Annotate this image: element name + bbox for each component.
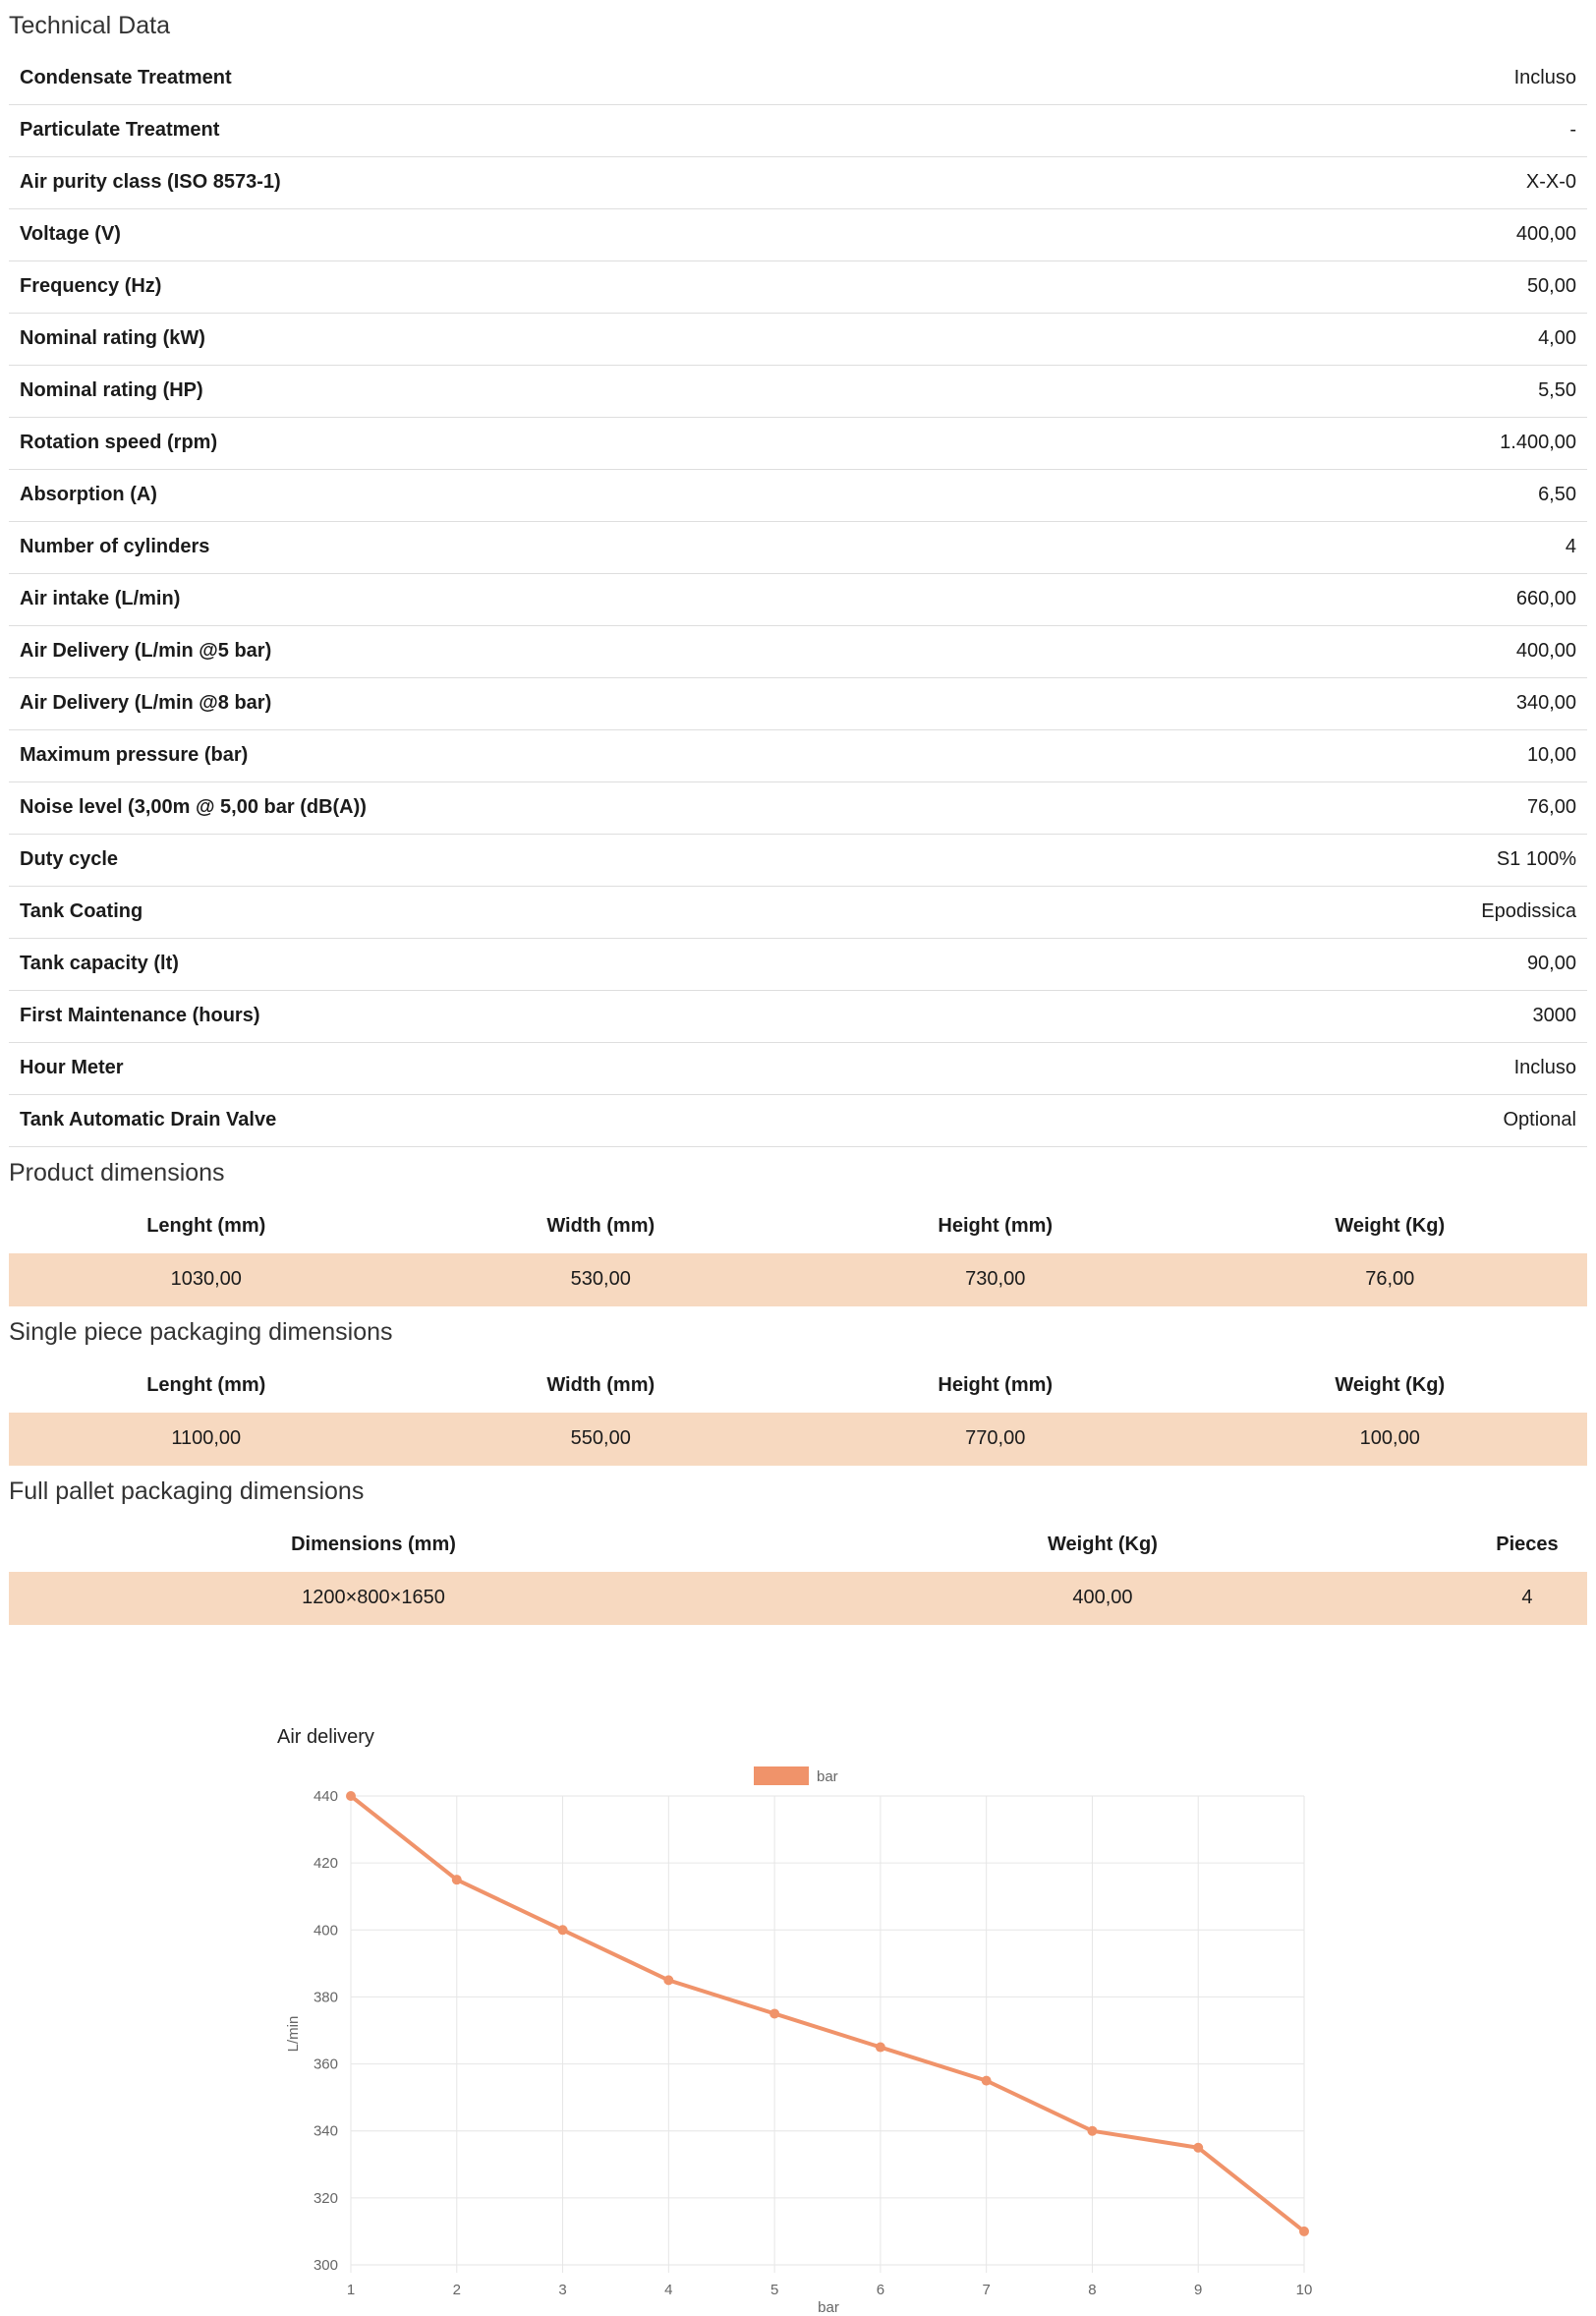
packaging-width-value: 550,00 xyxy=(404,1413,799,1466)
spec-row xyxy=(9,782,1587,834)
spec-label: Condensate Treatment xyxy=(20,66,232,88)
data-point[interactable] xyxy=(1299,2227,1309,2236)
pallet-weight-header: Weight (Kg) xyxy=(1048,1533,1158,1555)
spec-label: Air intake (L/min) xyxy=(20,588,181,609)
pallet-weight-value: 400,00 xyxy=(738,1572,1467,1625)
product-dimensions-table xyxy=(9,1199,1587,1306)
x-axis-label: bar xyxy=(818,2299,839,2316)
product-height-value: 730,00 xyxy=(798,1253,1193,1306)
spec-row xyxy=(9,834,1587,886)
spec-row xyxy=(9,990,1587,1042)
data-point[interactable] xyxy=(1087,2126,1097,2136)
spec-row xyxy=(9,625,1587,677)
x-tick-label: 6 xyxy=(876,2282,885,2298)
x-tick-label: 8 xyxy=(1088,2282,1097,2298)
y-axis-ticks xyxy=(314,1788,338,2274)
spec-row xyxy=(9,677,1587,729)
y-tick-label: 300 xyxy=(313,2257,338,2274)
y-tick-label: 320 xyxy=(313,2189,338,2207)
data-point[interactable] xyxy=(982,2076,992,2086)
product-height-header: Height (mm) xyxy=(938,1214,1054,1237)
spec-value: 4 xyxy=(1565,536,1576,557)
spec-row xyxy=(9,573,1587,625)
series-line-bar xyxy=(351,1796,1304,2231)
packaging-weight-value: 100,00 xyxy=(1193,1413,1588,1466)
spec-row xyxy=(9,417,1587,469)
spec-row xyxy=(9,938,1587,990)
spec-value: 50,00 xyxy=(1526,275,1576,297)
spec-row xyxy=(9,1042,1587,1094)
x-tick-label: 2 xyxy=(452,2282,461,2298)
chart-title: Air delivery xyxy=(277,1726,374,1748)
packaging-length-header: Lenght (mm) xyxy=(146,1373,266,1396)
spec-row xyxy=(9,156,1587,208)
data-point[interactable] xyxy=(558,1925,568,1935)
spec-value: 4,00 xyxy=(1538,327,1576,349)
x-tick-label: 7 xyxy=(982,2282,991,2298)
y-axis-label: L/min xyxy=(285,2015,302,2053)
product-dimensions-title: Product dimensions xyxy=(9,1158,225,1187)
spec-value: 660,00 xyxy=(1515,588,1576,609)
data-point[interactable] xyxy=(452,1875,462,1884)
product-width-header: Width (mm) xyxy=(546,1214,656,1237)
packaging-height-header: Height (mm) xyxy=(938,1373,1054,1396)
x-tick-label: 9 xyxy=(1194,2282,1203,2298)
spec-value: X-X-0 xyxy=(1525,171,1576,193)
legend-label[interactable]: bar xyxy=(817,1768,838,1785)
data-point[interactable] xyxy=(770,2008,779,2018)
spec-page xyxy=(9,0,1587,1625)
y-tick-label: 420 xyxy=(313,1855,338,1873)
spec-row xyxy=(9,313,1587,365)
spec-label: Tank Coating xyxy=(20,900,143,922)
spec-value: Optional xyxy=(1503,1109,1576,1130)
y-tick-label: 440 xyxy=(313,1788,338,1805)
spec-value: 340,00 xyxy=(1515,692,1576,714)
spec-value: 3000 xyxy=(1532,1005,1576,1026)
spec-row xyxy=(9,208,1587,261)
x-tick-label: 5 xyxy=(770,2282,779,2298)
data-point[interactable] xyxy=(346,1791,356,1801)
spec-label: Frequency (Hz) xyxy=(20,275,162,297)
spec-value: 90,00 xyxy=(1526,953,1576,974)
pallet-dimensions-value: 1200×800×1650 xyxy=(9,1572,738,1625)
product-weight-header: Weight (Kg) xyxy=(1335,1214,1446,1237)
product-width-value: 530,00 xyxy=(404,1253,799,1306)
y-tick-label: 340 xyxy=(313,2122,338,2140)
product-length-value: 1030,00 xyxy=(9,1253,404,1306)
product-weight-value: 76,00 xyxy=(1193,1253,1588,1306)
data-point[interactable] xyxy=(876,2043,885,2053)
spec-label: Rotation speed (rpm) xyxy=(20,432,218,453)
pallet-pieces-value: 4 xyxy=(1467,1572,1587,1625)
spec-label: Tank capacity (lt) xyxy=(20,953,179,974)
spec-value: S1 100% xyxy=(1496,848,1576,870)
spec-row xyxy=(9,104,1587,156)
packaging-dimensions-table xyxy=(9,1359,1587,1466)
spec-value: 400,00 xyxy=(1515,640,1576,662)
technical-data-title: Technical Data xyxy=(9,12,170,39)
legend-swatch[interactable] xyxy=(754,1766,809,1785)
spec-value: Incluso xyxy=(1513,1057,1576,1078)
packaging-width-header: Width (mm) xyxy=(546,1373,656,1396)
spec-row xyxy=(9,261,1587,313)
spec-label: Particulate Treatment xyxy=(20,119,220,141)
x-tick-label: 4 xyxy=(664,2282,673,2298)
spec-value: - xyxy=(1569,119,1576,141)
x-tick-label: 10 xyxy=(1295,2282,1313,2298)
spec-label: Number of cylinders xyxy=(20,536,210,557)
y-tick-label: 360 xyxy=(313,2055,338,2073)
x-tick-label: 3 xyxy=(558,2282,567,2298)
x-tick-label: 1 xyxy=(346,2282,356,2298)
spec-row xyxy=(9,886,1587,938)
spec-label: Absorption (A) xyxy=(20,484,157,505)
spec-row xyxy=(9,365,1587,417)
spec-label: Air purity class (ISO 8573-1) xyxy=(20,171,281,193)
spec-value: 6,50 xyxy=(1538,484,1576,505)
packaging-length-value: 1100,00 xyxy=(9,1413,404,1466)
data-point[interactable] xyxy=(663,1975,673,1985)
spec-label: Hour Meter xyxy=(20,1057,124,1078)
spec-row xyxy=(9,1094,1587,1146)
spec-value: 10,00 xyxy=(1526,744,1576,766)
spec-row xyxy=(9,729,1587,782)
spec-label: Duty cycle xyxy=(20,848,119,870)
air-delivery-chart xyxy=(0,1661,1596,2316)
spec-row xyxy=(9,469,1587,521)
spec-row xyxy=(9,521,1587,573)
technical-data-table xyxy=(9,52,1587,1147)
y-tick-label: 400 xyxy=(313,1922,338,1940)
spec-value: Incluso xyxy=(1513,66,1576,88)
pallet-pieces-header: Pieces xyxy=(1496,1533,1559,1555)
spec-label: Noise level (3,00m @ 5,00 bar (dB(A)) xyxy=(20,796,367,818)
spec-value: 76,00 xyxy=(1526,796,1576,818)
y-tick-label: 380 xyxy=(313,1989,338,2006)
spec-label: Nominal rating (HP) xyxy=(20,379,203,401)
spec-label: Nominal rating (kW) xyxy=(20,327,205,349)
x-axis-ticks xyxy=(347,2282,1313,2298)
packaging-height-value: 770,00 xyxy=(798,1413,1193,1466)
pallet-dimensions-header: Dimensions (mm) xyxy=(291,1533,456,1555)
spec-label: Air Delivery (L/min @5 bar) xyxy=(20,640,272,662)
spec-label: First Maintenance (hours) xyxy=(20,1005,260,1026)
product-length-header: Lenght (mm) xyxy=(146,1214,266,1237)
spec-label: Maximum pressure (bar) xyxy=(20,744,249,766)
spec-value: 5,50 xyxy=(1538,379,1576,401)
chart-grid xyxy=(351,1796,1304,2273)
spec-row xyxy=(9,52,1587,104)
spec-value: 400,00 xyxy=(1515,223,1576,245)
pallet-dimensions-title: Full pallet packaging dimensions xyxy=(9,1476,365,1505)
air-delivery-chart-svg xyxy=(0,1661,1596,2316)
spec-label: Tank Automatic Drain Valve xyxy=(20,1109,277,1130)
data-point[interactable] xyxy=(1193,2143,1203,2153)
spec-value: 1.400,00 xyxy=(1500,432,1576,453)
packaging-dimensions-title: Single piece packaging dimensions xyxy=(9,1317,393,1346)
packaging-weight-header: Weight (Kg) xyxy=(1335,1373,1446,1396)
spec-label: Air Delivery (L/min @8 bar) xyxy=(20,692,272,714)
pallet-dimensions-table xyxy=(9,1518,1587,1625)
spec-label: Voltage (V) xyxy=(20,223,121,245)
spec-value: Epodissica xyxy=(1481,900,1576,922)
series-points xyxy=(346,1791,1309,2236)
